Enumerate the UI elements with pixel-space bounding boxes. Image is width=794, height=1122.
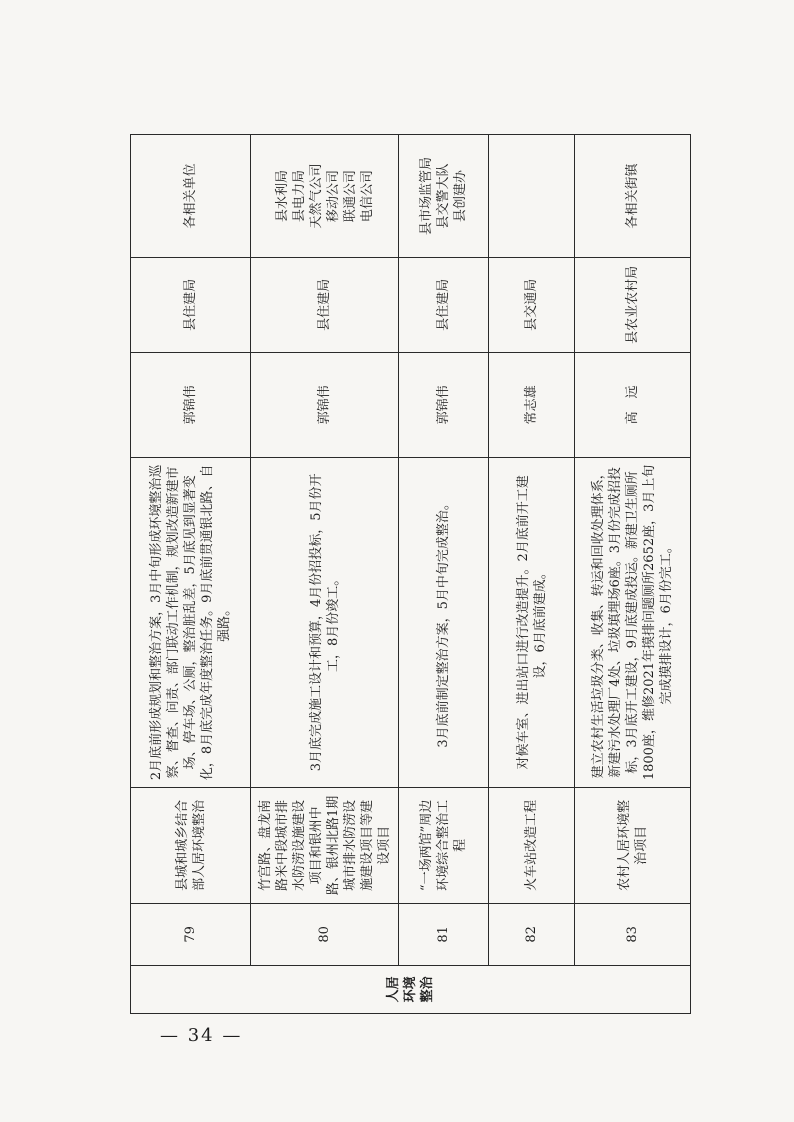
responsible-leader: 郭锦伟 xyxy=(399,352,489,457)
lead-unit: 县住建局 xyxy=(399,258,489,352)
project-content: 2月底前形成规划和整治方案，3月中旬形成环境整治巡察、督查、问责、部门联动工作机制，规划改造新建市场、停车场、公厕，整治脏乱差，5月底见到显著变化，8月底完成年度整治任务。9月底前贯通银北路、自强路。 xyxy=(131,458,251,788)
partner-units xyxy=(489,135,575,258)
responsible-leader: 郭锦伟 xyxy=(251,352,399,457)
category-cell xyxy=(131,965,691,1013)
row-number: 82 xyxy=(489,904,575,966)
row-number: 83 xyxy=(575,904,691,966)
project-name: “一场两馆”周边环境综合整治工程 xyxy=(399,787,489,903)
project-name: 农村人居环境整治项目 xyxy=(575,787,691,903)
table-row xyxy=(575,135,691,1014)
row-number: 81 xyxy=(399,904,489,966)
project-content: 建立农村生活垃圾分类、收集、转运和回收处理体系，新建污水处理厂4处、垃圾填埋场6座。3月份完成招投标，3月底开工建设，9月底建成投运。新建卫生厕所1800座，维修2021年摸排问题厕所2652座，3月上旬完成摸排设计，6月份完工。 xyxy=(575,458,691,788)
row-number: 80 xyxy=(251,904,399,966)
table-row xyxy=(489,135,575,1014)
partner-units: 各相关单位 xyxy=(131,135,251,258)
project-content: 3月底完成施工设计和预算，4月份招投标，5月份开工，8月份竣工。 xyxy=(251,458,399,788)
responsible-leader: 常志雄 xyxy=(489,352,575,457)
responsible-leader: 高 远 xyxy=(575,352,691,457)
category-label: 人居环境整治 xyxy=(386,976,435,1003)
table-row xyxy=(131,135,251,1014)
project-content: 3月底前制定整治方案，5月中旬完成整治。 xyxy=(399,458,489,788)
lead-unit: 县交通局 xyxy=(489,258,575,352)
page-number: — 34 — xyxy=(160,1025,243,1046)
project-content: 对候车室、进出站口进行改造提升。2月底前开工建设，6月底前建成。 xyxy=(489,458,575,788)
lead-unit: 县住建局 xyxy=(131,258,251,352)
partner-units: 县水利局 县电力局 天然气公司 移动公司 联通公司 电信公司 xyxy=(251,135,399,258)
partner-units: 各相关街镇 xyxy=(575,135,691,258)
project-name: 竹宫路、盘龙南路米中段城市排水防涝设施建设项目和银州中路、银州北路1期城市排水防涝设施建设项目等建设项目 xyxy=(251,787,399,903)
table-row xyxy=(251,135,399,1014)
responsible-leader: 郭锦伟 xyxy=(131,352,251,457)
lead-unit: 县住建局 xyxy=(251,258,399,352)
project-name: 火车站改造工程 xyxy=(489,787,575,903)
lead-unit: 县农业农村局 xyxy=(575,258,691,352)
project-name: 县城和城乡结合部人居环境整治 xyxy=(131,787,251,903)
table-row xyxy=(399,135,489,1014)
row-number: 79 xyxy=(131,904,251,966)
partner-units: 县市场监管局 县交警大队 县创建办 xyxy=(399,135,489,258)
project-table xyxy=(130,134,691,1014)
